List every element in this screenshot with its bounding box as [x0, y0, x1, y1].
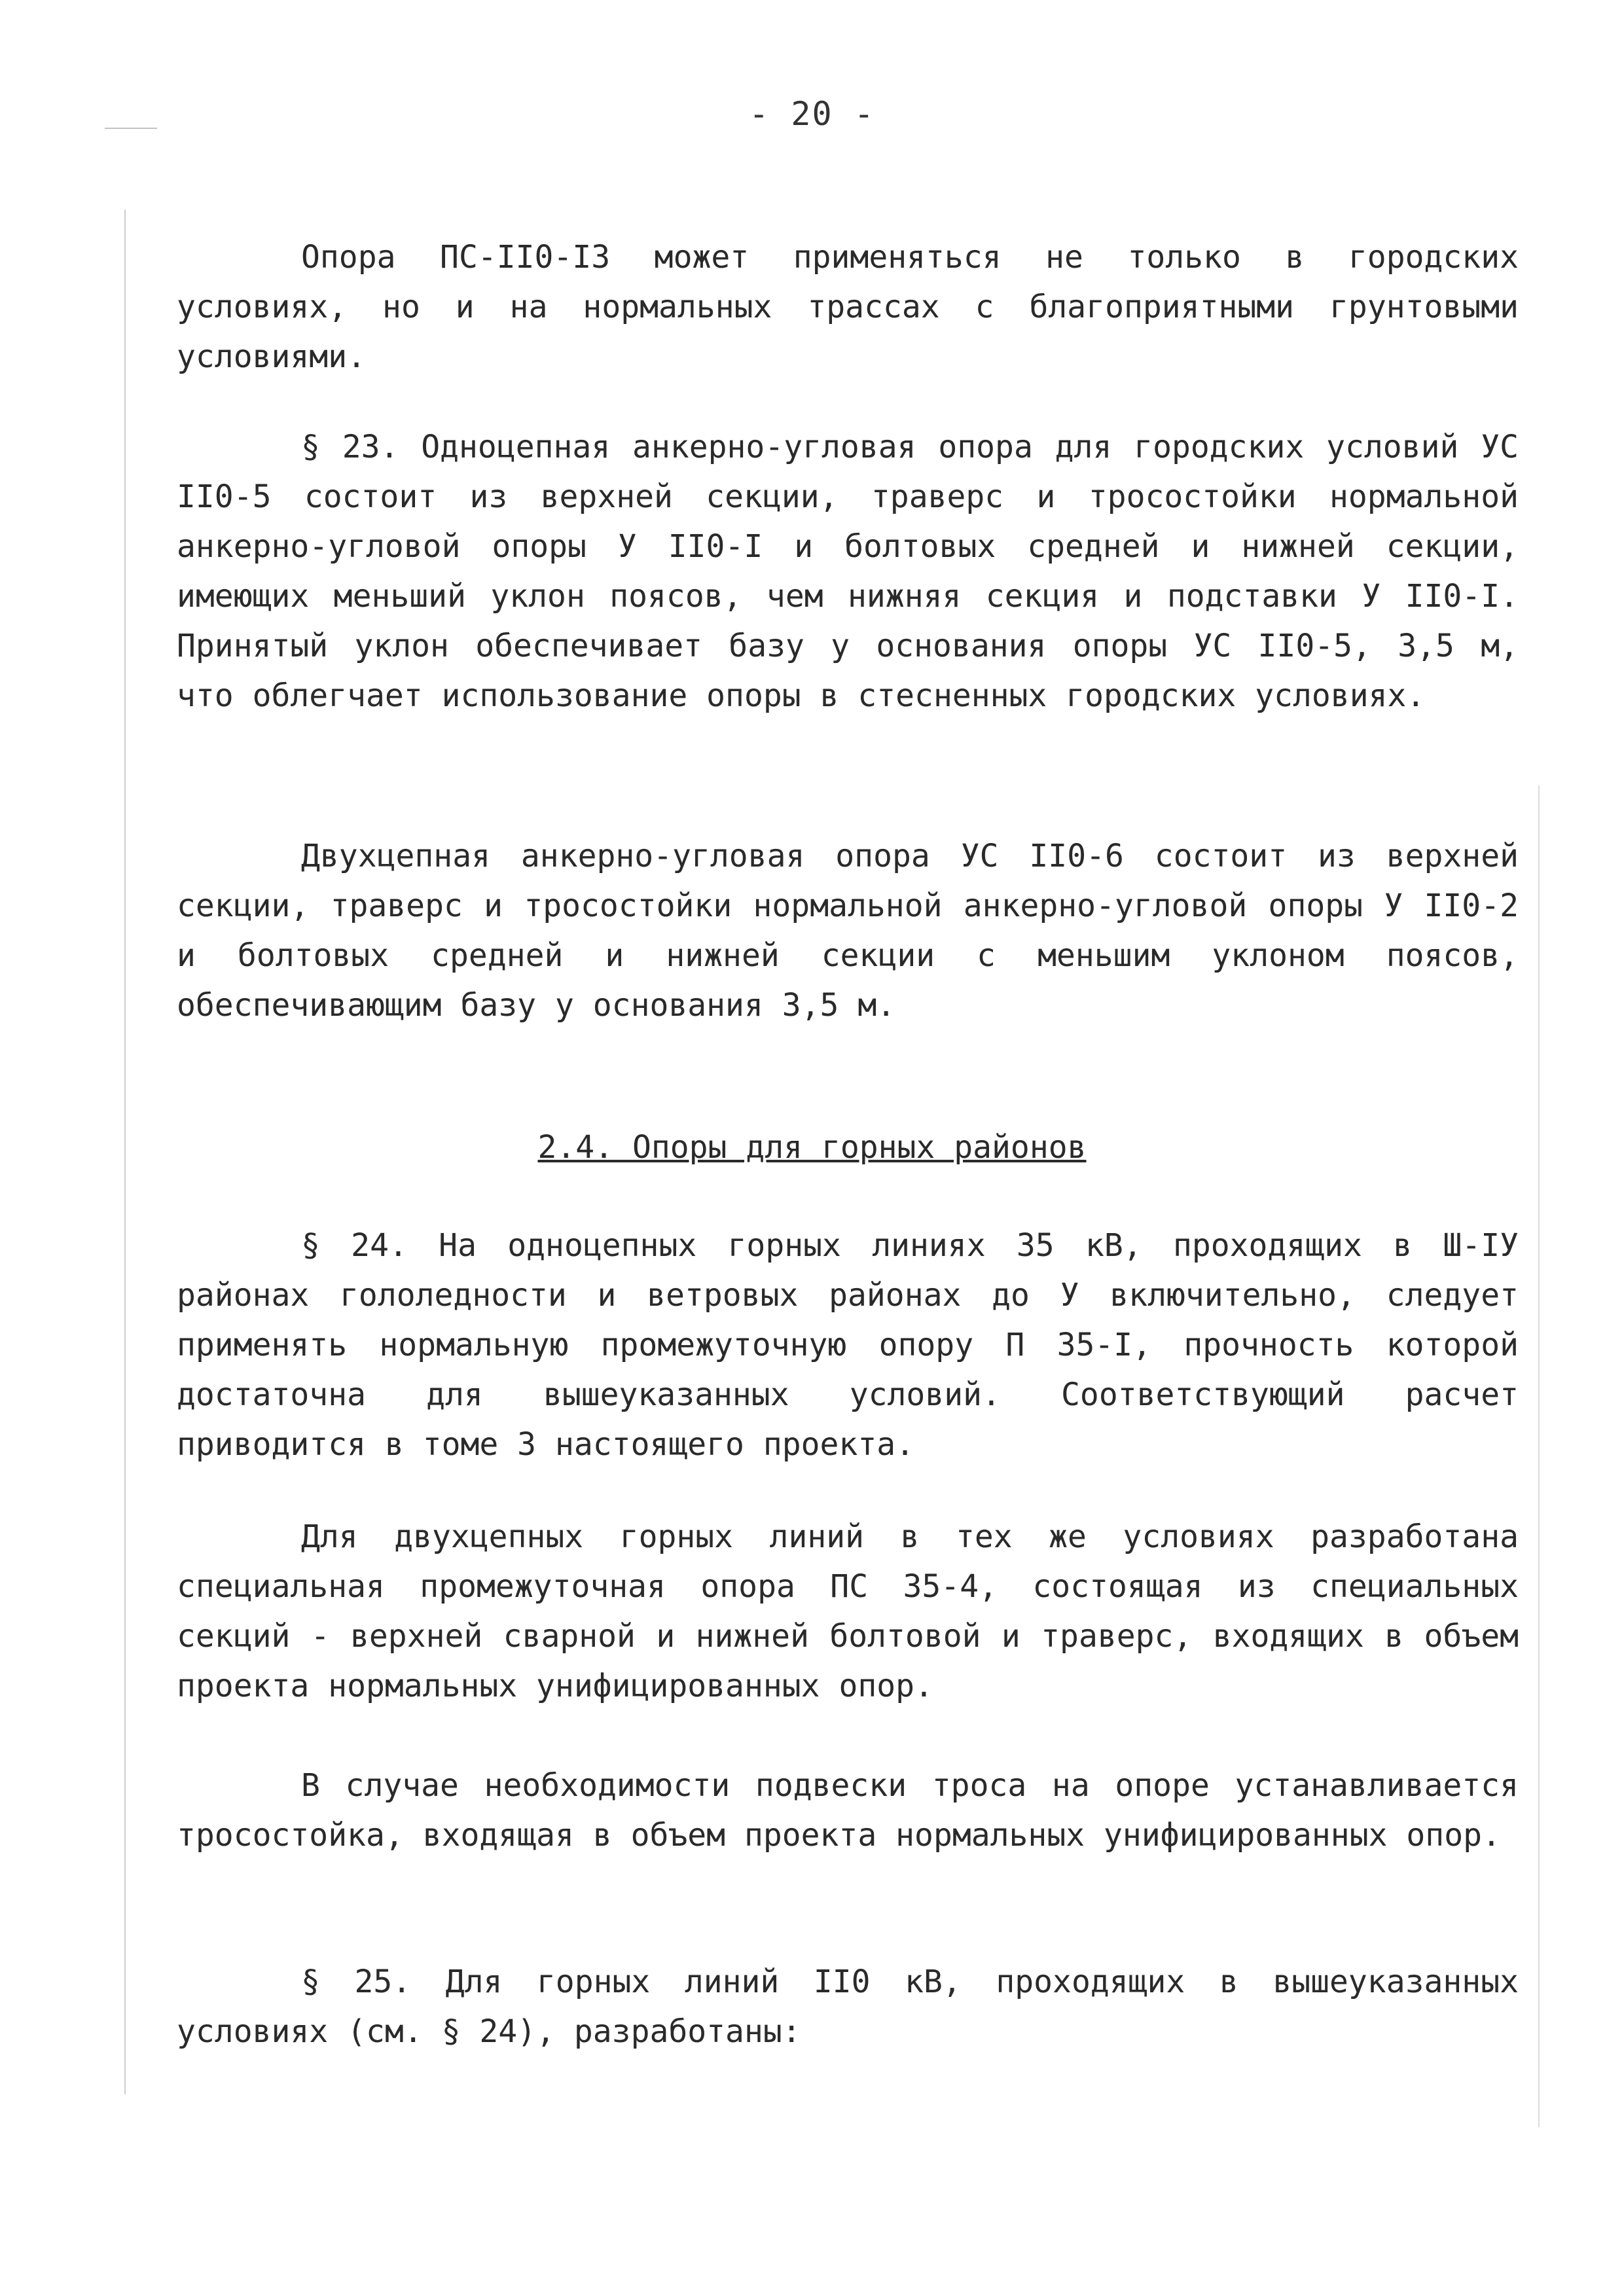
page-number: - 20 -: [749, 95, 875, 133]
right-margin-line: [1538, 785, 1540, 2127]
section-heading-2-4: [0, 1122, 1624, 1172]
section-heading-text: 2.4. Опоры для горных районов: [537, 1129, 1087, 1166]
paragraph-double-circuit-us-110-6: Двухцепная анкерно-угловая опора УС ІІ0-6 состоит из верхней секции, траверс и тросостойки нормальной анкерно-угловой опоры У ІІ0-2 и болтовых средней и нижней секции с меньшим уклоном поясов, обеспечивающим базу у основания 3,5 м.: [177, 838, 1519, 1024]
paragraph-cable-stand: В случае необходимости подвески троса на опоре устанавливается тросостойка, входящая в объем проекта нормальных унифицированных опор.: [177, 1767, 1519, 1854]
paragraph-section-24: § 24. На одноцепных горных линиях 35 кВ, проходящих в Ш-ІУ районах гололедности и ветровых районах до У включительно, следует применять нормальную промежуточную опору П 35-І, прочность которой достаточна для вышеуказанных условий. Соответствующий расчет приводится в томе 3 настоящего проекта.: [177, 1227, 1519, 1463]
paragraph-double-circuit-ps-35-4: Для двухцепных горных линий в тех же условиях разработана специальная промежуточная опора ПС 35-4, состоящая из специальных секций - верхней сварной и нижней болтовой и траверс, входящих в объем проекта нормальных унифицированных опор.: [177, 1518, 1519, 1704]
paragraph-section-25: § 25. Для горных линий ІІ0 кВ, проходящих в вышеуказанных условиях (см. § 24), разработаны:: [177, 1964, 1519, 2050]
paragraph-support-ps-110-13: Опора ПС-ІІ0-ІЗ может применяться не только в городских условиях, но и на нормальных трассах с благоприятными грунтовыми условиями.: [177, 239, 1519, 375]
paragraph-section-23: § 23. Одноцепная анкерно-угловая опора для городских условий УС ІІ0-5 состоит из верхней секции, траверс и тросостойки нормальной анкерно-угловой опоры У ІІ0-І и болтовых средней и нижней секции, имеющих меньший уклон поясов, чем нижняя секция и подставки У ІІ0-І. Принятый уклон обеспечивает базу у основания опоры УС ІІ0-5, 3,5 м, что облегчает использование опоры в стесненных городских условиях.: [177, 429, 1519, 714]
